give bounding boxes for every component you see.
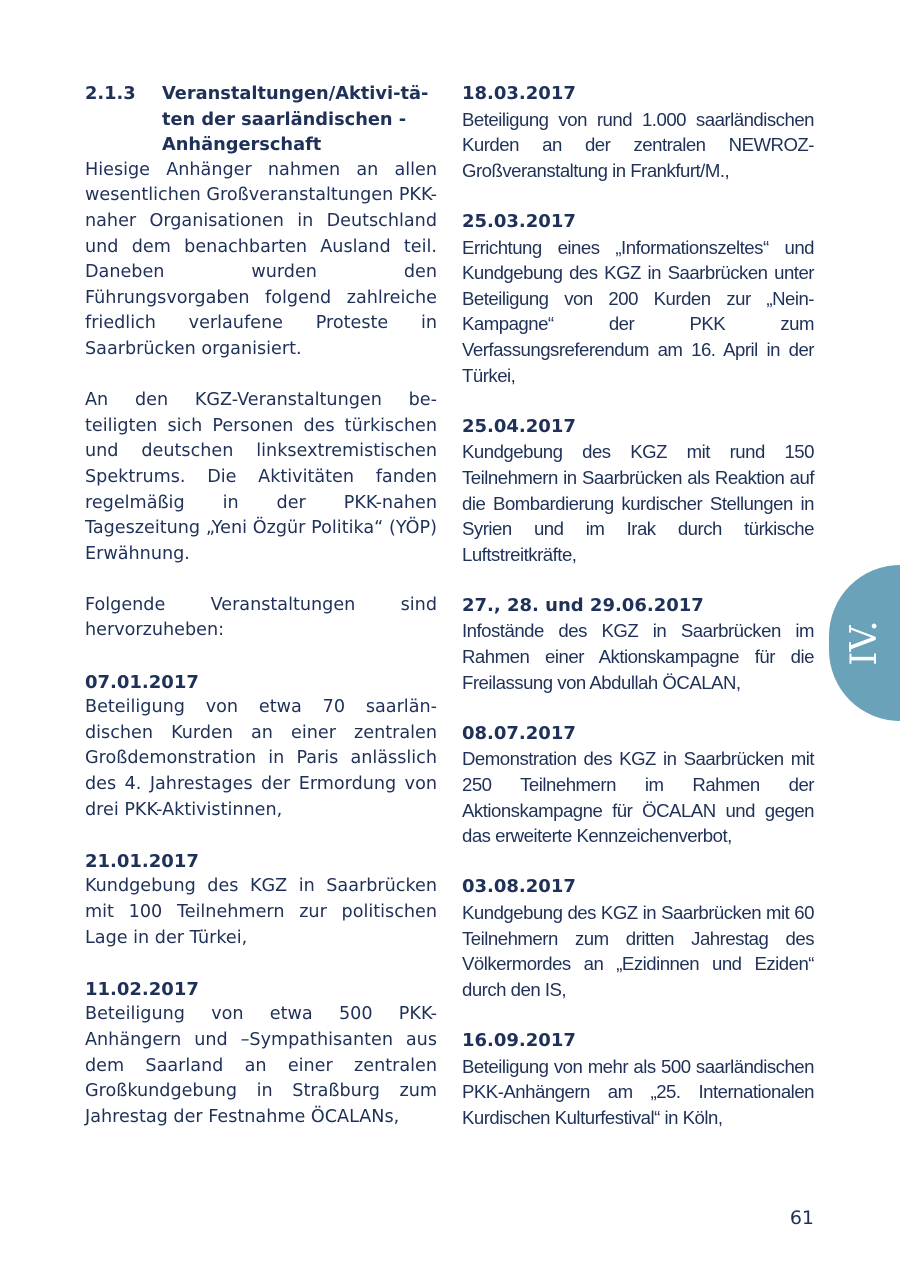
event-text: Beteiligung von etwa 70 saarländischen Kurden an einer zentralen Großdemonstration in Paris anlässlich des 4. Jahrestages der Ermordung von drei PKK-Aktivistinnen, <box>85 697 437 820</box>
event-entry <box>462 81 814 183</box>
event-date: 25.03.2017 <box>462 210 576 232</box>
event-entry <box>85 849 437 951</box>
chapter-tab <box>829 565 900 721</box>
event-text: Beteiligung von etwa 500 PKK-Anhängern und –Sympathisanten aus dem Saarland an einer zentralen Großkundgebung in Straßburg zum Jahrestag der Festnahme ÖCALANs, <box>85 1004 437 1127</box>
event-entry <box>462 721 814 849</box>
event-text: Demonstration des KGZ in Saarbrücken mit 250 Teilnehmern im Rahmen der Aktionskampagne für ÖCALAN und gegen das erweiterte Kennzeichenverbot, <box>462 748 814 847</box>
event-date: 11.02.2017 <box>85 978 199 1000</box>
intro-paragraph: Hiesige Anhänger nahmen an allen wesentlichen Großveranstaltungen PKK-naher Organisationen in Deutschland und dem benachbarten Ausland teil. Daneben wurden den Führungsvorgaben folgend zahlreiche friedlich verlaufene Proteste in Saarbrücken organisiert. <box>85 159 438 359</box>
event-date: 07.01.2017 <box>85 671 199 693</box>
event-text: Kundgebung des KGZ mit rund 150 Teilnehmern in Saarbrücken als Reaktion auf die Bombardierung kurdischer Stellungen in Syrien und im Irak durch türkische Luftstreitkräfte, <box>462 441 814 565</box>
event-text: Beteiligung von rund 1.000 saarländischen Kurden an der zentralen NEWROZ-Großveranstaltung in Frankfurt/M., <box>462 108 814 181</box>
event-text: Infostände des KGZ in Saarbrücken im Rahmen einer Aktionskampagne für die Freilassung von Abdullah ÖCALAN, <box>462 620 814 693</box>
event-entry <box>85 670 437 824</box>
event-entry <box>462 874 814 1002</box>
event-date: 03.08.2017 <box>462 876 576 898</box>
section-title-line3: Anhängerschaft <box>162 134 322 156</box>
event-entry <box>462 1028 814 1130</box>
event-date: 18.03.2017 <box>462 83 576 104</box>
lead-in-paragraph: Folgende Veranstaltungen sind hervorzuheben: <box>85 594 437 641</box>
kgz-paragraph: An den KGZ-Veranstaltungen beteiligten sich Personen des türkischen und deutschen linksextremistischen Spektrums. Die Aktivitäten fanden regelmäßig in der PKK-nahen Tageszeitung „Yeni Özgür Politika“ (YÖP) Erwähnung. <box>85 390 437 564</box>
page-number: 61 <box>789 1207 814 1229</box>
event-entry <box>462 593 814 695</box>
event-date: 08.07.2017 <box>462 722 576 744</box>
event-text: Errichtung eines „Informationszeltes“ und Kundgebung des KGZ in Saarbrücken unter Beteiligung von 200 Kurden zur „Nein-Kampagne“ der PKK zum Verfassungsreferendum am 16. April in der Türkei, <box>462 236 814 386</box>
section-title-line2: ten der saarländischen - <box>162 108 407 130</box>
section-title-line1: Veranstaltungen/Aktivi-tä- <box>162 83 429 104</box>
event-text: Kundgebung des KGZ in Saarbrücken mit 100 Teilnehmern zur politischen Lage in der Türkei, <box>85 876 437 948</box>
event-date: 25.04.2017 <box>462 415 576 437</box>
right-column <box>462 81 814 1130</box>
section-heading <box>85 81 437 158</box>
event-text: Beteiligung von mehr als 500 saarländischen PKK-Anhängern am „25. Internationalen Kurdischen Kulturfestival“ in Köln, <box>462 1055 814 1128</box>
event-date: 21.01.2017 <box>85 850 199 872</box>
event-entry <box>85 977 437 1131</box>
event-entry <box>462 414 814 568</box>
section-number: 2.1.3 <box>85 83 136 104</box>
event-text: Kundgebung des KGZ in Saarbrücken mit 60 Teilnehmern zum dritten Jahrestag des Völkermordes an „Ezidinnen und Eziden“ durch den IS, <box>462 902 814 1000</box>
left-column <box>85 81 437 1130</box>
event-date: 27., 28. und 29.06.2017 <box>462 594 704 616</box>
event-date: 16.09.2017 <box>462 1029 576 1051</box>
event-entry <box>462 209 814 388</box>
chapter-tab-label: IV. <box>843 620 885 666</box>
